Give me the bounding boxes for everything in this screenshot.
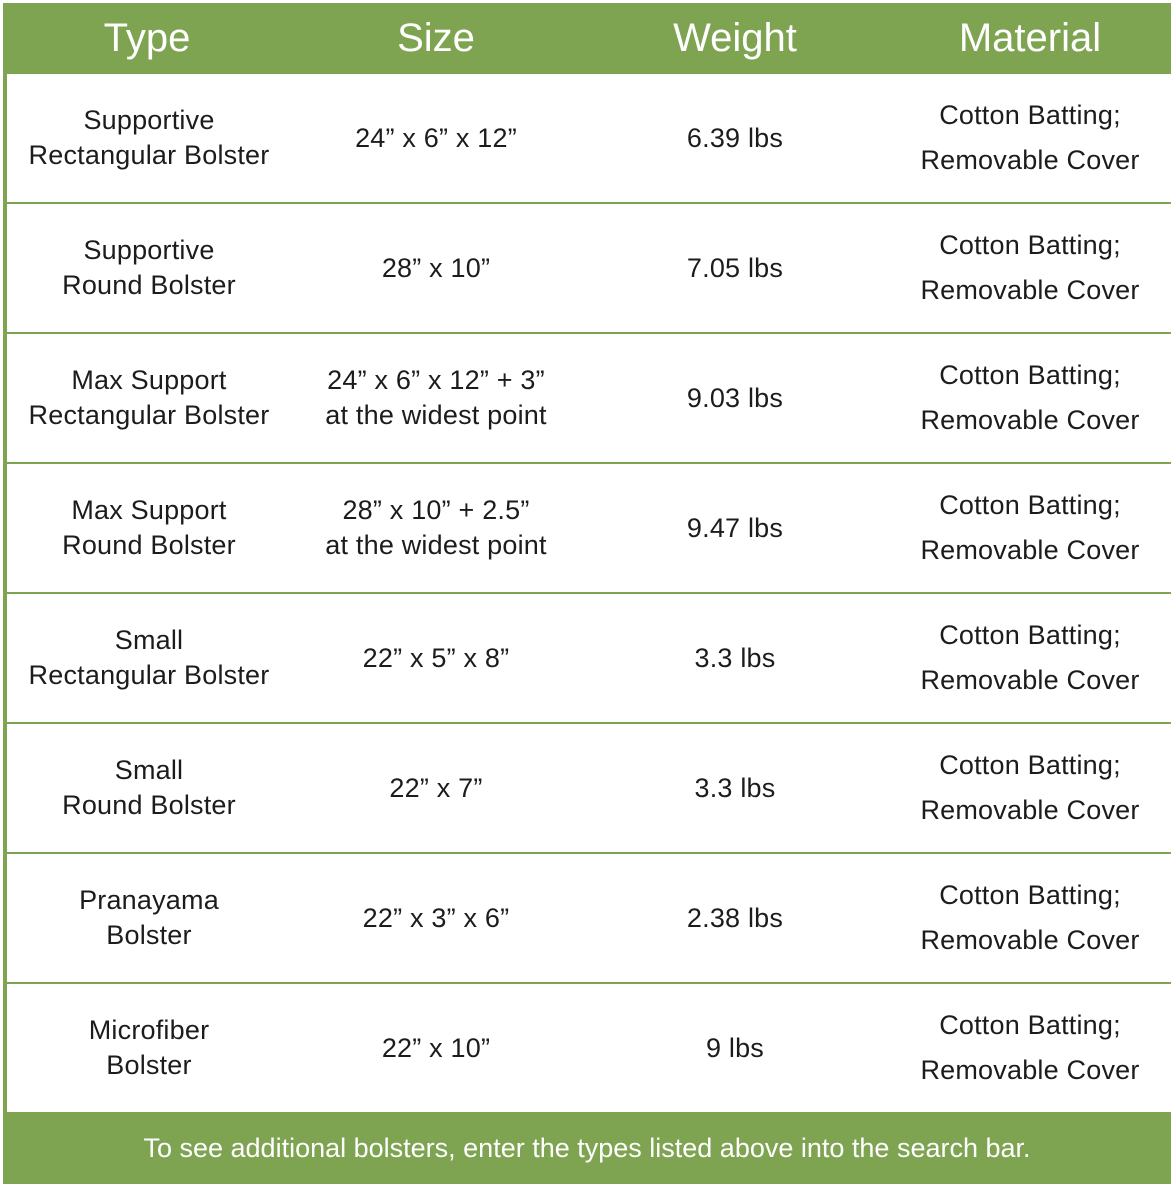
material-line: Removable Cover <box>920 535 1140 565</box>
type-line: Pranayama <box>79 885 219 915</box>
footer-note: To see additional bolsters, enter the types listed above into the search bar. <box>143 1133 1031 1163</box>
cell-material <box>889 483 1171 573</box>
type-line: Supportive <box>83 235 215 265</box>
size-line: 28” x 10” + 2.5” <box>342 495 530 525</box>
header-weight: Weight <box>673 16 797 60</box>
material-line: Cotton Batting; <box>939 620 1121 650</box>
material-line: Cotton Batting; <box>939 880 1121 910</box>
cell-type <box>7 103 291 173</box>
material-line: Cotton Batting; <box>939 360 1121 390</box>
material-line: Removable Cover <box>920 795 1140 825</box>
cell-weight: 3.3 lbs <box>694 642 776 673</box>
size-line: 24” x 6” x 12” + 3” <box>327 365 545 395</box>
cell-type <box>7 363 291 433</box>
type-line: Rectangular Bolster <box>28 660 270 690</box>
table-row <box>7 594 1171 722</box>
cell-size <box>291 251 581 286</box>
cell-size <box>291 771 581 806</box>
cell-weight: 3.3 lbs <box>694 772 776 803</box>
type-line: Bolster <box>106 1050 192 1080</box>
size-line: 24” x 6” x 12” <box>355 122 517 153</box>
table-row <box>7 334 1171 462</box>
cell-weight: 9 lbs <box>705 1032 765 1063</box>
cell-weight: 9.03 lbs <box>686 382 784 413</box>
material-line: Cotton Batting; <box>939 1010 1121 1040</box>
table-row <box>7 854 1171 982</box>
type-line: Max Support <box>71 365 227 395</box>
type-line: Rectangular Bolster <box>28 140 270 170</box>
cell-type <box>7 623 291 693</box>
cell-type <box>7 233 291 303</box>
type-line: Bolster <box>106 920 192 950</box>
material-line: Removable Cover <box>920 145 1140 175</box>
size-line: 28” x 10” <box>381 252 491 283</box>
type-line: Small <box>114 625 184 655</box>
header-material: Material <box>958 16 1102 60</box>
size-line: at the widest point <box>325 530 547 560</box>
size-line: 22” x 5” x 8” <box>362 642 510 673</box>
cell-weight: 9.47 lbs <box>686 512 784 543</box>
bolster-comparison-table <box>3 3 1171 1184</box>
table-row <box>7 204 1171 332</box>
cell-size <box>291 363 581 433</box>
type-line: Rectangular Bolster <box>28 400 270 430</box>
material-line: Removable Cover <box>920 665 1140 695</box>
cell-weight: 2.38 lbs <box>686 902 784 933</box>
table-body <box>7 74 1171 1114</box>
cell-weight: 6.39 lbs <box>686 122 784 153</box>
material-line: Removable Cover <box>920 1055 1140 1085</box>
cell-material <box>889 613 1171 703</box>
type-line: Round Bolster <box>62 790 236 820</box>
material-line: Removable Cover <box>920 405 1140 435</box>
cell-type <box>7 493 291 563</box>
cell-material <box>889 223 1171 313</box>
table-row <box>7 74 1171 202</box>
cell-type <box>7 753 291 823</box>
table-header <box>3 3 1171 74</box>
type-line: Supportive <box>83 105 215 135</box>
cell-size <box>291 121 581 156</box>
cell-material <box>889 353 1171 443</box>
cell-weight: 7.05 lbs <box>686 252 784 283</box>
type-line: Max Support <box>71 495 227 525</box>
size-line: 22” x 10” <box>381 1032 491 1063</box>
material-line: Cotton Batting; <box>939 230 1121 260</box>
cell-size <box>291 641 581 676</box>
header-type: Type <box>103 16 191 60</box>
cell-size <box>291 493 581 563</box>
size-line: 22” x 3” x 6” <box>362 902 510 933</box>
cell-material <box>889 1003 1171 1093</box>
material-line: Removable Cover <box>920 275 1140 305</box>
cell-material <box>889 873 1171 963</box>
type-line: Small <box>114 755 184 785</box>
cell-material <box>889 93 1171 183</box>
cell-size <box>291 1031 581 1066</box>
material-line: Removable Cover <box>920 925 1140 955</box>
table-row <box>7 984 1171 1112</box>
cell-size <box>291 901 581 936</box>
material-line: Cotton Batting; <box>939 490 1121 520</box>
material-line: Cotton Batting; <box>939 750 1121 780</box>
type-line: Round Bolster <box>62 530 236 560</box>
material-line: Cotton Batting; <box>939 100 1121 130</box>
header-size: Size <box>397 16 475 60</box>
type-line: Round Bolster <box>62 270 236 300</box>
table-row <box>7 724 1171 852</box>
type-line: Microfiber <box>88 1015 210 1045</box>
size-line: at the widest point <box>325 400 547 430</box>
cell-material <box>889 743 1171 833</box>
cell-type <box>7 1013 291 1083</box>
table-row <box>7 464 1171 592</box>
cell-type <box>7 883 291 953</box>
size-line: 22” x 7” <box>389 772 483 803</box>
